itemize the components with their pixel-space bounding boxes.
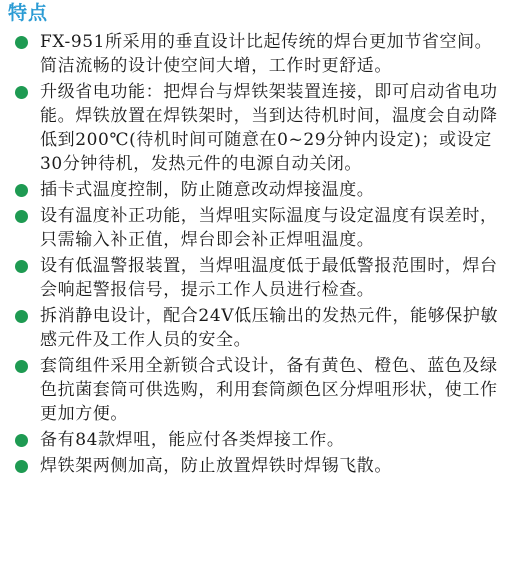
feature-text: 焊铁架两侧加高，防止放置焊铁时焊锡飞散。 (40, 456, 392, 476)
feature-text: 插卡式温度控制，防止随意改动焊接温度。 (40, 180, 375, 200)
feature-list (6, 30, 507, 478)
feature-item (6, 204, 507, 252)
green-bullet-icon (15, 360, 28, 373)
feature-item (6, 354, 507, 426)
green-bullet-icon (15, 434, 28, 447)
feature-item (6, 254, 507, 302)
green-bullet-icon (15, 184, 28, 197)
feature-text: 拆消静电设计，配合24V低压输出的发热元件，能够保护敏感元件及工作人员的安全。 (40, 306, 499, 350)
feature-text: 设有温度补正功能，当焊咀实际温度与设定温度有误差时，只需输入补正值，焊台即会补正焊咀温度。 (40, 206, 498, 250)
feature-text: FX-951所采用的垂直设计比起传统的焊台更加节省空间。简洁流畅的设计使空间大增，工作时更舒适。 (40, 32, 493, 76)
feature-item (6, 30, 507, 78)
green-bullet-icon (15, 36, 28, 49)
feature-text: 升级省电功能：把焊台与焊铁架装置连接，即可启动省电功能。焊铁放置在焊铁架时，当到达待机时间，温度会自动降低到200℃(待机时间可随意在0~29分钟内设定)；或设定30分钟待机，发热元件的电源自动关闭。 (40, 82, 498, 174)
feature-text: 套筒组件采用全新锁合式设计，备有黄色、橙色、蓝色及绿色抗菌套筒可供选购，利用套筒颜色区分焊咀形状，使工作更加方便。 (40, 356, 498, 424)
feature-text: 设有低温警报装置，当焊咀温度低于最低警报范围时，焊台会响起警报信号，提示工作人员进行检查。 (40, 256, 498, 300)
green-bullet-icon (15, 310, 28, 323)
green-bullet-icon (15, 460, 28, 473)
feature-item (6, 428, 507, 452)
green-bullet-icon (15, 86, 28, 99)
green-bullet-icon (15, 210, 28, 223)
page-title: 特点 (8, 2, 49, 24)
green-bullet-icon (15, 260, 28, 273)
feature-item (6, 304, 507, 352)
feature-text: 备有84款焊咀，能应付各类焊接工作。 (40, 430, 345, 450)
feature-item (6, 454, 507, 478)
feature-item (6, 178, 507, 202)
feature-item (6, 80, 507, 176)
